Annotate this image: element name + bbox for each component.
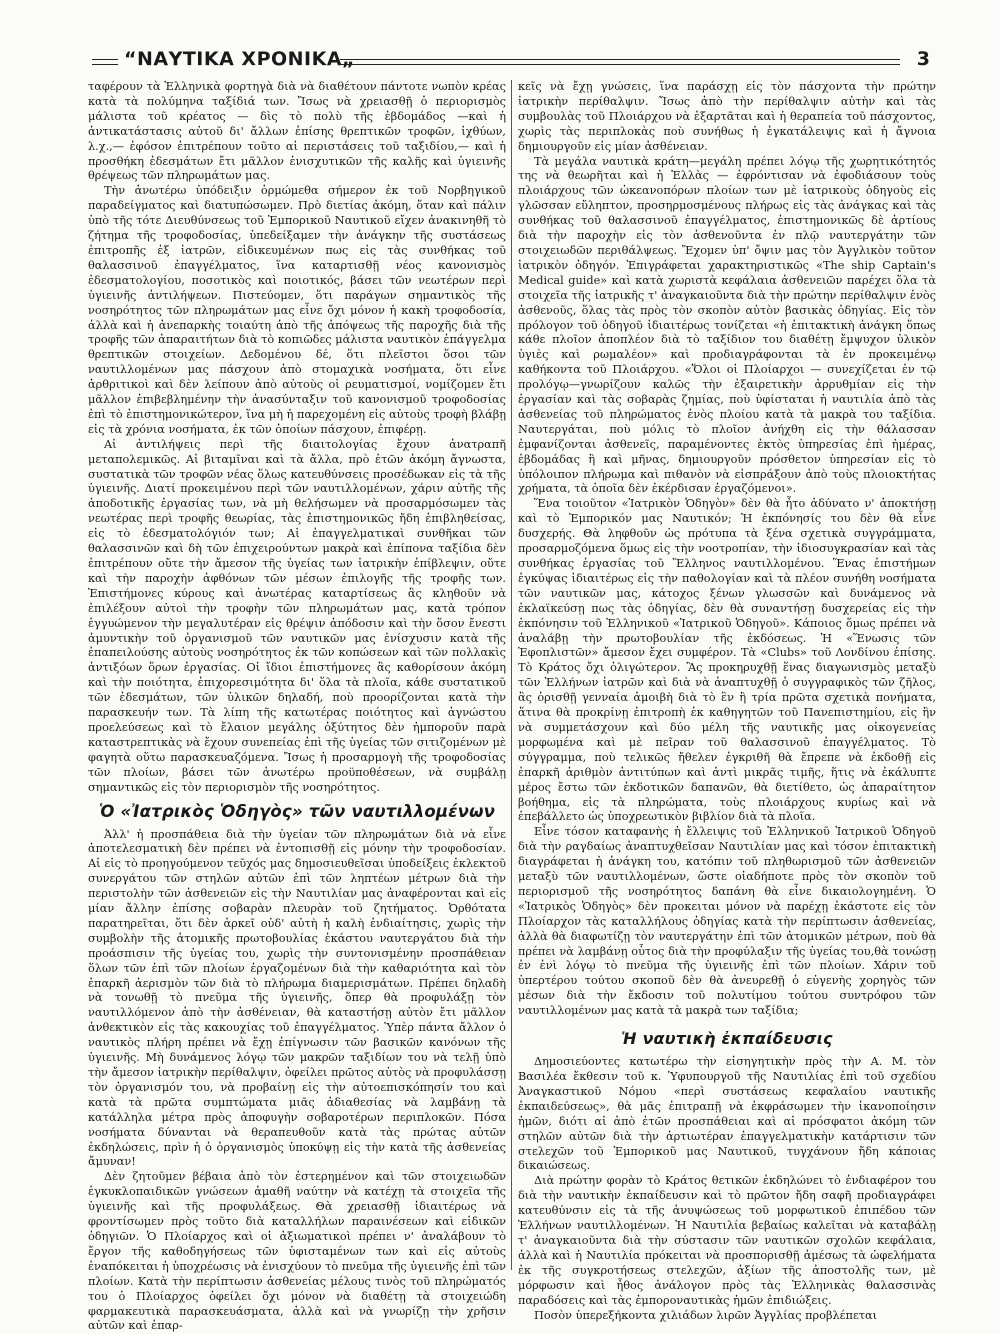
paragraph: Ποσὸν ὑπερεξήκοντα χιλιάδων λιρῶν Ἀγγλίας προβλέπεται <box>534 1308 878 1322</box>
header-rule-left <box>92 59 118 65</box>
paragraph: Τὴν ἀνωτέρω ὑπόδειξιν ὁρμώμεθα σήμερον ἐκ τοῦ Νορβηγικοῦ παραδείγματος καὶ διατυπώσωμεν. Πρὸ διετίας ἀκόμη, ὅταν καὶ πάλιν ὑπὸ τῆς τότε Διευθύνσεως τοῦ Ἐμπορικοῦ Ναυτικοῦ εἴχεν ἀνακινηθῆ τὸ ζήτημα τῆς τροφοδοσίας, ὑπεδείξαμεν τὴν ἀνάγκην τῆς συστάσεως ἐπιτροπῆς ἐξ ἰατρῶν, εἰδικευμένων πως εἰς τὰς συνθήκας τοῦ θαλασσινοῦ ἐπαγγέλματος, ἵνα καταρτισθῇ νέος κανονισμὸς ἐδεσματολογίου, ποσοτικὸς καὶ ποιοτικός, βάσει τῶν νεωτέρων περὶ ὑγιεινῆς ἀντιλήψεων. Πιστεύομεν, ὅτι παράγων σημαντικὸς τῆς νοσηρότητος τῶν πληρωμάτων μας εἶνε ὄχι μόνον ἡ κακὴ τροφοδοσία, ἀλλὰ καὶ ἡ ἀνεπαρκὴς τοιαύτη ἀπὸ τῆς ἀπόψεως τῆς παροχῆς διὰ τῆς τροφῆς τῶν ἀπαραιτήτων διὰ τὸ κοπιῶδες μάλιστα ναυτικὸν ἐπάγγελμα θρεπτικῶν στοιχείων. Δεδομένου δέ, ὅτι πλεῖστοι ὅσοι τῶν ναυτιλλομένων μας πάσχουν ἀπὸ στομαχικὰ νοσήματα, ὅτι εἶνε ἀρθριτικοὶ καὶ δὲν λείπουν ἀπὸ αὐτοὺς οἱ ρευματισμοί, νομίζομεν ἔτι μᾶλλον ἐπιβεβλημένην τὴν ἀνασύνταξιν τοῦ κανονισμοῦ τροφοδοσίας ἐπὶ τὸ ἐπιστημονικώτερον, ἵνα μὴ ἡ παρεχομένη εἰς αὐτοὺς τροφὴ βλάβῃ εἰς τὰ χρόνια νοσήματα, ἐκ τῶν ὁποίων πάσχουν, ἐπιφέρῃ. <box>88 184 506 436</box>
paragraph: Ἕνα τοιοῦτον «Ἰατρικὸν Ὁδηγὸν» δὲν θὰ ἦτο ἀδύνατο ν' ἀποκτήσῃ καὶ τὸ Ἐμπορικόν μας Ναυτικόν; Ἡ ἐκπόνησίς του δὲν θὰ εἶνε δυσχερής. Θὰ ληφθοῦν ὡς πρότυπα τὰ ξένα σχετικὰ συγγράμματα, προσαρμοζόμενα ὅμως εἰς τὴν νοοτροπίαν, τὴν ἰδιοσυγκρασίαν καὶ τὰς συνθήκας ἐργασίας τοῦ Ἕλληνος ναυτιλλομένου. Ἕνας ἐπιστήμων ἐγκύψας ἰδιαιτέρως εἰς τὴν παθολογίαν καὶ τὰ πλέον συνήθη νοσήματα τῶν ναυτικῶν μας, κάτοχος ξένων γλωσσῶν καὶ δυνάμενος νὰ ἐκλαϊκεύσῃ πως τὰς ὁδηγίας, δὲν θὰ συναντήσῃ δυσχερείας εἰς τὴν ἐκπόνησιν τοῦ Ἑλληνικοῦ «Ἰατρικοῦ Ὁδηγοῦ». Κάποιος ὅμως πρέπει νὰ ἀναλάβῃ τὴν πρωτοβουλίαν τῆς ἐκδόσεως. Ἡ «Ἕνωσις τῶν Ἐφοπλιστῶν» ἄμεσον ἔχει συμφέρον. Τὰ «Clubs» τοῦ Λονδίνου ἐπίσης. Τὸ Κράτος ὄχι ὀλιγώτερον. Ἂς προκηρυχθῇ ἕνας διαγωνισμὸς μεταξὺ τῶν Ἑλλήνων ἰατρῶν καὶ διὰ νὰ ἀναπτυχθῇ ὁ συγγραφικὸς τῶν ζῆλος, ἂς ὁρισθῇ γενναία ἀμοιβὴ διὰ τὸ ἓν ἢ τρία πρῶτα σχετικὰ πονήματα, ἅτινα θὰ προκρίνῃ ἐπιτροπὴ ἐκ καθηγητῶν τοῦ Πανεπιστημίου, εἰς ἣν νὰ συμμετάσχουν καὶ δύο μέλη τῆς ναυτικῆς μας οἰκογενείας μορφωμένα καὶ μὲ πεῖραν τοῦ θαλασσινοῦ ἐπαγγέλματος. Τὸ σύγγραμμα, ποὺ τελικῶς ἤθελεν ἐγκριθῆ θὰ ἔπρεπε νὰ ἐκδοθῇ εἰς ἐπαρκῆ ἀριθμὸν ἀντιτύπων καὶ ἀντὶ μικρᾶς τιμῆς, ἥτις νὰ ἐκάλυπτε μέρος ἔστω τῶν ἐκδοτικῶν δαπανῶν, θὰ διετίθετο, ὡς ἀπαραίτητον βοήθημα, εἰς τὰ πληρώματα, τοὺς πλοιάρχους κυρίως καὶ νὰ ἐπεβάλλετο ὡς ὑποχρεωτικὸν βιβλίον διὰ τὰ πλοῖα. <box>518 497 936 824</box>
page-header <box>92 48 930 76</box>
paragraph: Αἱ ἀντιλήψεις περὶ τῆς διαιτολογίας ἔχουν ἀνατραπῆ μεταπολεμικῶς. Αἱ βιταμῖναι καὶ τὰ ἄλλα, πρὸ ἐτῶν ἀκόμη ἄγνωστα, συστατικὰ τῶν τροφῶν νέας ὅλως κατευθύνσεις προσέδωκαν εἰς τὰ τῆς ὑγιεινῆς. Διατί προκειμένου περὶ τῶν ναυτιλλομένων, χάριν αὐτῆς τῆς ἀποδοτικῆς ἐργασίας των, νὰ μὴ θελήσωμεν νὰ προσαρμόσωμεν τὰς νεωτέρας περὶ τροφῆς θεωρίας, τὰς ἐπιστημονικῶς ἤδη ἐπιβληθείσας, εἰς τὸ ἐδεσματολόγιόν των; Αἱ ἐπαγγελματικαὶ συνθῆκαι τῶν θαλασσινῶν καὶ δὴ τῶν ἐπιχειρούντων μακρὰ καὶ ἐπίπονα ταξίδια δὲν ἐπιτρέπουν οὔτε τὴν ἄμεσον τῆς ὑγείας των ἰατρικὴν ἐπίβλεψιν, οὔτε καὶ τὴν παροχὴν ἀφθόνων τῶν μέσων ἐπιλογῆς τῆς τροφῆς των. Ἐπιστήμονες κύρους καὶ ἀνωτέρας καταρτίσεως ἂς κληθοῦν νὰ ἐπιλέξουν αὐτοὶ τὴν τροφὴν τῶν πληρωμάτων μας, κατὰ τρόπον ἐγγυώμενον τὴν μεγαλυτέραν εἰς θρέψιν ἀπόδοσιν καὶ τὴν ὅσον ἔνεστι ἀμυντικὴν τοῦ ὀργανισμοῦ τῶν ναυτικῶν μας ἐνίσχυσιν κατὰ τῆς ἐπαπειλούσης αὐτοὺς νοσηρότητος ἐκ τῶν κοπώσεων καὶ τῶν πολλακὶς ἀντιξόων ὅρων ἐργασίας. Οἱ ἴδιοι ἐπιστήμονες ἂς καθορίσουν ἀκόμη καὶ τὴν ποιότητα, ἐπιχορεσιμότητα δι' ὅλα τὰ πλοῖα, κάθε συστατικοῦ τῶν ἐδεσμάτων, τῶν ὑλικῶν δηλαδή, ποὺ προορίζονται κατὰ τὴν παρασκευήν των. Τὰ λίπη τῆς κατωτέρας ποιότητος καὶ ἀγνώστου προελεύσεως καὶ τὸ ἔλαιον μεγάλης ὀξύτητος δὲν ἠμποροῦν παρὰ καταστρεπτικὰς νὰ ἔχουν συνεπείας ἐπὶ τῆς ὑγείας τῶν σιτιζομένων μὲ φαγητὰ οὕτω παρασκευαζόμενα. Ἴσως ἡ προσαρμογὴ τῆς τροφοδοσίας τῶν πλοίων, βάσει τῶν ἀνωτέρω προϋποθέσεων, νὰ συμβάλῃ σημαντικῶς εἰς τὸν περιορισμὸν τῆς νοσηρότητος. <box>88 437 506 794</box>
paragraph: Τὰ μεγάλα ναυτικὰ κράτη—μεγάλη πρέπει λόγῳ τῆς χωρητικότητός της νὰ θεωρῆται καὶ ἡ Ἑλλὰς — ἐφρόντισαν νὰ ἐφοδιάσουν τοὺς πλοιάρχους τῶν ὠκεανοπόρων πλοίων των μὲ ἰατρικοὺς ὁδηγοὺς εἰς γλῶσσαν εὔληπτον, προσηρμοσμένους πλήρως εἰς τὰς ἀνάγκας καὶ τὰς συνθήκας τοῦ θαλασσινοῦ ἐπαγγέλματος, ἐπιστημονικῶς δὲ ἀρτίους διὰ τὴν παροχὴν εἰς τὸν ἀσθενοῦντα ἐν πλῷ ναυτεργάτην τῶν στοιχειωδῶν περιθάλψεως. Ἔχομεν ὑπ' ὄψιν μας τὸν Ἀγγλικὸν τοῦτον ἰατρικὸν ὁδηγόν. Ἐπιγράφεται χαρακτηριστικῶς «The ship Captain's Medical guide» καὶ κατὰ χωριστὰ κεφάλαια ἀσθενειῶν παρέχει ὅλα τὰ στοιχεῖα τῆς ἰατρικῆς τ' ἀναγκαιοῦντα διὰ τὴν πρώτην περίθαλψιν ἑνὸς ἀσθενοῦς, ὅλας τὰς πρὸς τὸν σκοπὸν αὐτὸν βασικὰς ὁδηγίας. Εἰς τὸν πρόλογον τοῦ ὁδηγοῦ ἰδιαιτέρως τονίζεται «ἡ ἐπιτακτικὴ ἀνάγκη ὅπως κάθε πλοῖον ἀποπλέον διὰ τὸ ταξίδιον του διαθέτῃ ἔμψυχον ὑλικὸν ὑγιὲς καὶ ρωμαλέον» καὶ προδιαγράφονται τὰ ἐν προκειμένῳ καθήκοντα τοῦ Πλοιάρχου. «Ὅλοι οἱ Πλοίαρχοι — συνεχίζεται ἐν τῷ προλόγῳ—γνωρίζουν καλῶς τὴν ἐξαιρετικὴν ἀρρυθμίαν εἰς τὴν ἐργασίαν καὶ τὰς σοβαρὰς ζημίας, ποὺ ὑφίσταται ἡ ναυτιλία ἀπὸ τὰς ἀσθενείας τοῦ πληρώματος ἑνὸς πλοίου κατὰ τὰ μακρὰ του ταξίδια. Ναυτεργάται, ποὺ μόλις τὸ πλοῖον ἀνήχθη εἰς τὴν θάλασσαν ἐμφανίζονται ἀσθενεῖς, παραμένοντες ἐκτὸς ὑπηρεσίας ἐπὶ ἡμέρας, ἑβδομάδας ἢ καὶ μῆνας, δημιουργοῦν πρόσθετον ὑπηρεσίαν εἰς τὸ ὑπόλοιπον πλήρωμα καὶ πιθανὸν νὰ εἰσπράξουν ἀπὸ τοὺς πλοιοκτήτας χρήματα, τὰ ὁποῖα δὲν ἐκέρδισαν ἐργαζόμενοι». <box>518 154 936 496</box>
paragraph: Ἀλλ' ἡ προσπάθεια διὰ τὴν ὑγείαν τῶν πληρωμάτων διὰ νὰ εἶνε ἀποτελεσματικὴ δὲν πρέπει νὰ ἐντοπισθῇ εἰς μόνην τὴν τροφοδοσίαν. Αἱ εἰς τὸ προηγούμενον τεῦχός μας δημοσιευθεῖσαι ὑποδείξεις ἐκλεκτοῦ συνεργάτου τῶν στηλῶν αὐτῶν ἐπὶ τῶν ληπτέων μέτρων διὰ τὴν περιστολὴν τῶν ἀσθενειῶν εἰς τὴν Ναυτιλίαν μας ἀναφέρονται καὶ εἰς μίαν ἄλλην ἐπίσης σοβαρὰν πλευρὰν τοῦ ζητήματος. Ὀρθότατα παρατηρεῖται, ὅτι δὲν ἀρκεῖ οὐδ' αὐτὴ ἡ καλὴ ἐνδιαίτησις, χωρὶς τὴν συμβολὴν τῆς ἀτομικῆς πρωτοβουλίας ἑκάστου ναυτεργάτου διὰ τὴν προάσπισιν τῆς ὑγείας του, χωρὶς τὴν συντονισμένην προσπάθειαν ὅλων τῶν ἐπὶ τῶν πλοίων ἐργαζομένων διὰ τὴν καθαριότητα καὶ τὸν ἐπαρκῆ ἀερισμὸν τῶν διὰ τὸ πλήρωμα διαμερισμάτων. Πρέπει δηλαδὴ νὰ τονωθῇ τὸ πνεῦμα τῆς ὑγιεινῆς, ὅπερ θὰ προφυλάξῃ τὸν ναυτιλλόμενον ἀπὸ τὴν ἀσθένειαν, θὰ καταστήσῃ αὐτὸν ἔτι μᾶλλον ἀνθεκτικὸν εἰς τὰς κακουχίας τοῦ ἐπαγγέλματος. Ὑπὲρ πάντα ἄλλον ὁ ναυτικὸς πλήρη πρέπει νὰ ἔχῃ ἐπίγνωσιν τῶν βασικῶν κανόνων τῆς ὑγιεινῆς. Μὴ δυνάμενος λόγῳ τῶν μακρῶν ταξιδίων του νὰ τελῇ ὑπὸ τὴν ἄμεσον ἰατρικὴν περίθαλψιν, ὀφείλει πρῶτος αὐτὸς νὰ προφυλάσσῃ τὸν ὀργανισμόν του, νὰ προβαίνῃ εἰς τὴν αὐτοεπισκόπησίν του καὶ κατὰ τὰ πρῶτα συμπτώματα μιᾶς ἀδιαθεσίας νὰ λαμβάνῃ τὰ κατάλληλα μέτρα πρὸς ἀποφυγὴν σοβαροτέρων περιπλοκῶν. Πόσα νοσήματα δύνανται νὰ θεραπευθοῦν κατὰ τὰς πρώτας αὐτῶν ἐκδηλώσεις, πρὶν ἡ ὁ ὀργανισμὸς ὑποκύψῃ εἰς τὴν κατὰ τῆς ἀσθενείας ἄμυναν! <box>88 827 506 1169</box>
left-column <box>88 80 506 1333</box>
paragraph: Διὰ πρώτην φορὰν τὸ Κράτος θετικῶν ἐκδηλώνει τὸ ἐνδιαφέρον του διὰ τὴν ναυτικὴν ἐκπαίδευσιν καὶ τὸ πρῶτον ἤδη σαφῆ προδιαγράφει κατευθύνσιν εἰς τὰ τῆς ἀνυψώσεως τοῦ μορφωτικοῦ ἐπιπέδου τῶν Ἑλλήνων ναυτιλλομένων. Ἡ Ναυτιλία βεβαίως καλεῖται νὰ καταβάλῃ τ' ἀναγκαιοῦντα διὰ τὴν σύστασιν τῶν ναυτικῶν σχολῶν κεφάλαια, ἀλλὰ καὶ ἡ Ναυτιλία πρόκειται νὰ προσπορισθῇ ἀμέσως τὰ ὠφελήματα ἐκ τῆς συγκροτήσεως στελεχῶν, ἀξίων τῆς ἀποστολῆς των, μὲ μόρφωσιν καὶ ἦθος ἀνάλογον πρὸς τὰς Ἑλληνικὰς θαλασσινὰς παραδόσεις καὶ τὰς ἐμποροναυτικὰς ἡμῶν ἐπιδιώξεις. <box>518 1174 936 1307</box>
publication-title: “ΝΑΥΤΙΚΑ ΧΡΟΝΙΚΑ„ <box>124 48 356 70</box>
section-heading-naval-education: Ἡ ναυτικὴ ἐκπαίδευσις <box>621 1029 833 1049</box>
column-divider <box>511 80 512 1270</box>
section-heading-medical-guide: Ὁ «Ἰατρικὸς Ὁδηγὸς» τῶν ναυτιλλομένων <box>98 801 496 821</box>
page-number: 3 <box>916 48 930 70</box>
paragraph: ταφέρουν τὰ Ἑλληνικὰ φορτηγὰ διὰ νὰ διαθέτουν πάντοτε νωπὸν κρέας κατὰ τὰ πολύμηνα ταξίδιά των. Ἴσως νὰ χρειασθῇ ὁ περιορισμὸς μάλιστα τοῦ κρέατος — δὶς τὸ πολὺ τῆς ἑβδομάδος —καὶ ἡ ἀντικατάστασις αὐτοῦ δι' ἄλλων ἐπίσης θρεπτικῶν τροφῶν, ἰχθύων, λ.χ.,— ἐφόσον ἐπιτρέπουν τοῦτο αἱ περιστάσεις τοῦ ταξιδίου,— καὶ ἡ προσθήκη ἐδεσμάτων ἔτι μᾶλλον ἐνισχυτικῶν τῆς καλῆς καὶ ὑγιεινῆς θρέψεως τῶν πληρωμάτων μας. <box>88 80 506 183</box>
paragraph: Εἶνε τόσον καταφανὴς ἡ ἔλλειψις τοῦ Ἑλληνικοῦ Ἰατρικοῦ Ὁδηγοῦ διὰ τὴν ραγδαίως ἀναπτυχθεῖσαν Ναυτιλίαν μας καὶ τόσον ἐπιτακτικὴ διαγράφεται ἡ ἀνάγκη του, κατόπιν τοῦ πληθωρισμοῦ τῶν ἀσθενειῶν μεταξὺ τῶν ναυτιλλομένων, ὥστε οἱαδήποτε πρὸς τὸν σκοπὸν τοῦ περιορισμοῦ τῆς νοσηρότητος δαπάνη θὰ εἶνε δικαιολογημένη. Ὁ «Ἰατρικὸς Ὁδηγὸς» δὲν προκειται μόνον νὰ παρέχῃ ἑκάστοτε εἰς τὸν Πλοίαρχον τὰς καταλλήλους ὁδηγίας κατὰ τὴν περίπτωσιν ἀσθενείας, ἀλλὰ θὰ διαφωτίζῃ τὸν ναυτεργάτην ἐπὶ τῶν ἀτομικῶν μέτρων, ποὺ θὰ πρέπει νὰ λαμβάνῃ οὗτος διὰ τὴν προφύλαξιν τῆς ὑγείας του,θὰ τονώσῃ ἐν ἑνὶ λόγῳ τὸ πνεῦμα τῆς ὑγιεινῆς ἐπὶ τῶν πλοίων. Χάριν τοῦ ὑπερτέρου τούτου σκοποῦ δὲν θὰ ἀνευρεθῇ ὁ εὐγενὴς χορηγὸς τῶν μέσων διὰ τὴν ἔκδοσιν τοῦ πολυτίμου τούτου συντρόφου τῶν ναυτιλλομένων μας κατὰ τὰ μακρὰ των ταξίδια; <box>518 825 936 1018</box>
paragraph: κεῖς νὰ ἔχῃ γνώσεις, ἵνα παράσχῃ εἰς τὸν πάσχοντα τὴν πρώτην ἰατρικὴν περίθαλψιν. Ἴσως ἀπὸ τὴν περίθαλψιν αὐτὴν καὶ τὰς συμβουλὰς τοῦ Πλοιάρχου νὰ ἐξαρτᾶται καὶ ἡ θεραπεία τοῦ πάσχοντος, χωρὶς τὰς περιπλοκὰς ποὺ συνήθως ἡ ἐγκατάλειψις καὶ ἡ ἄγνοια δημιουργοῦν εἰς μίαν ἀσθένειαν. <box>518 80 936 153</box>
right-column <box>518 80 936 1322</box>
paragraph: Δημοσιεύοντες κατωτέρω τὴν εἰσηγητικὴν πρὸς τὴν Α. Μ. τὸν Βασιλέα ἔκθεσιν τοῦ κ. Ὑφυπουργοῦ τῆς Ναυτιλίας ἐπὶ τοῦ σχεδίου Ἀναγκαστικοῦ Νόμου «περὶ συστάσεως κεφαλαίου ναυτικῆς ἐκπαιδεύσεως», θὰ μᾶς ἐπιτραπῇ νὰ ἐκφράσωμεν τὴν ἱκανοποίησιν ἡμῶν, διότι αἱ ἀπὸ ἐτῶν προσπάθειαι καὶ αἱ πρόσφατοι ἀκόμη τῶν στηλῶν αὐτῶν διὰ τὴν ἀρτιωτέραν ἐπαγγελματικὴν κατάρτισιν τῶν στελεχῶν τοῦ Ἐμπορικοῦ μας Ναυτικοῦ, τυγχάνουν ἤδη κάποιας δικαιώσεως. <box>518 1055 936 1173</box>
header-rule-right <box>340 59 900 65</box>
paragraph: Δὲν ζητοῦμεν βέβαια ἀπὸ τὸν ἐστερημένον καὶ τῶν στοιχειωδῶν ἐγκυκλοπαιδικῶν γνώσεων ἀμαθῆ ναύτην νὰ κατέχῃ τὰ στοιχεῖα τῆς ὑγιεινῆς καὶ τῆς προφυλάξεως. Θὰ χρειασθῇ ἰδιαιτέρως νὰ φροντίσωμεν πρὸς τοῦτο διὰ καταλλήλων παραινέσεων καὶ εἰδικῶν ὁδηγιῶν. Ὁ Πλοίαρχος καὶ οἱ ἀξιωματικοὶ πρέπει ν' ἀναλάβουν τὸ ἔργον τῆς καθοδηγήσεως τῶν ὑφισταμένων των καὶ εἰς αὐτοὺς ἐναπόκειται ἡ ὑποχρέωσις νὰ ἐνισχύουν τὸ πνεῦμα τῆς ὑγιεινῆς ἐπὶ τῶν πλοίων. Κατὰ τὴν περίπτωσιν ἀσθενείας μέλους τινὸς τοῦ πληρώματός του ὁ Πλοίαρχος ὀφείλει ὄχι μόνον νὰ διαθέτῃ τὰ στοιχειώδη φαρμακευτικὰ παρασκευάσματα, ἀλλὰ καὶ νὰ γνωρίζῃ τὴν χρῆσιν αὐτῶν καὶ ἐπαρ- <box>88 1170 506 1333</box>
